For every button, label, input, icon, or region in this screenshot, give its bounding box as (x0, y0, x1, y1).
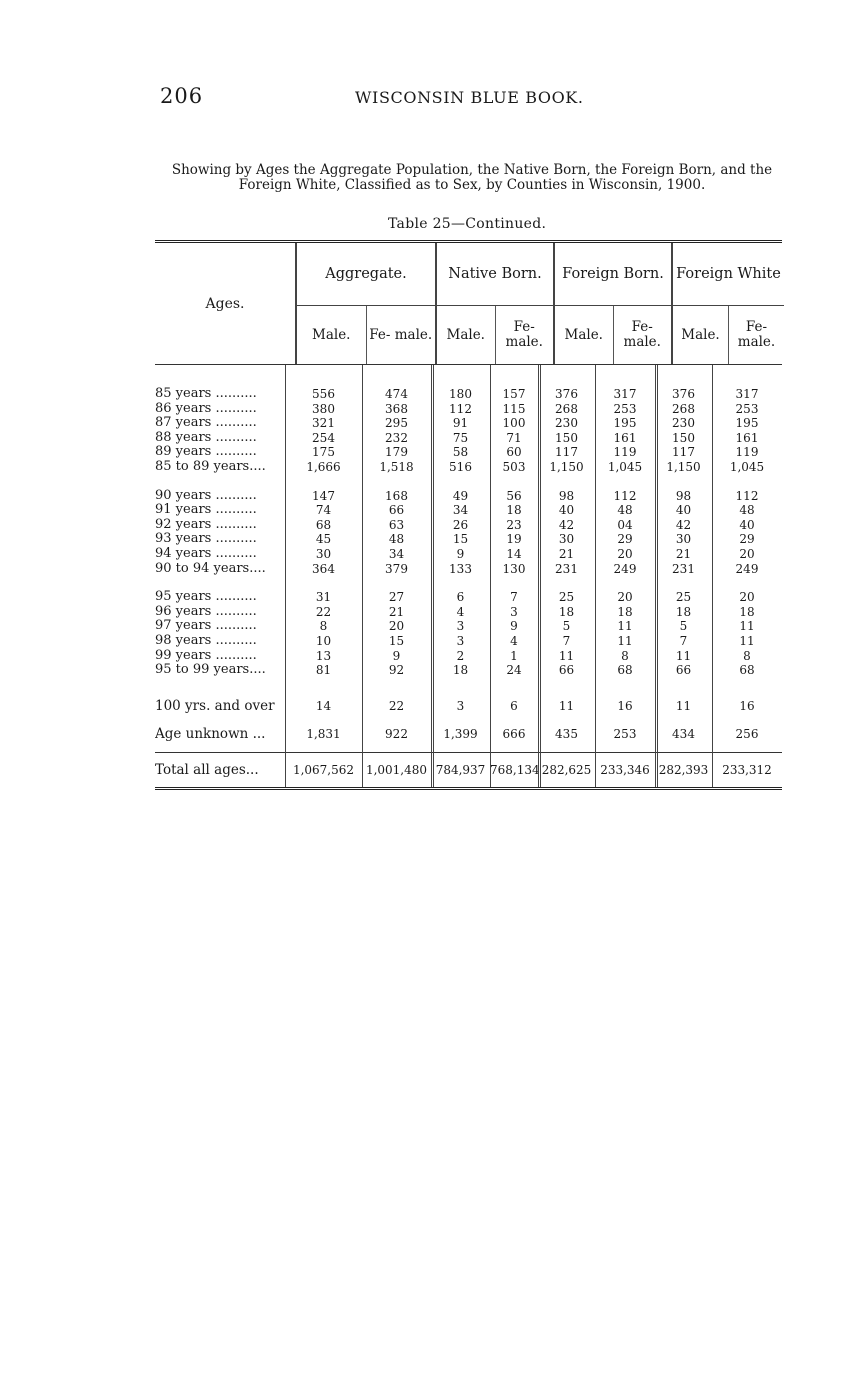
table-cell: 321 (312, 416, 335, 431)
table-cell: 376 (672, 387, 695, 401)
table-cell: 150 (672, 430, 695, 445)
table-cell: 179 (385, 445, 408, 460)
table-cell: 1,067,562 (292, 762, 355, 777)
table-cell: 5 (562, 619, 571, 634)
table-cell: 34 (452, 503, 469, 518)
row-label: 91 years .......... (155, 503, 257, 518)
male-header: Male. (564, 326, 603, 343)
table-cell: 180 (449, 387, 472, 401)
table-cell: 147 (312, 488, 335, 503)
table-cell: 40 (558, 503, 575, 518)
group-title: Foreign White (673, 243, 784, 306)
table-row (155, 489, 782, 504)
table-row (155, 720, 782, 748)
table-cell: 11 (675, 648, 692, 663)
table-cell: 18 (452, 663, 469, 678)
table-cell: 233,346 (600, 762, 650, 777)
table-row (155, 562, 782, 577)
table-cell: 249 (735, 561, 759, 576)
table-cell: 112 (613, 488, 637, 503)
table-cell: 98 (675, 488, 692, 503)
table-cell: 133 (449, 561, 472, 576)
table-row (155, 634, 782, 649)
table-cell: 3 (456, 619, 465, 634)
male-header: Male. (446, 326, 485, 343)
table-cell: 256 (735, 726, 759, 741)
table-cell: 768,134 (490, 762, 540, 777)
female-header: Fe- male. (728, 306, 784, 364)
row-label: 87 years .......... (155, 416, 257, 431)
male-header: Male. (681, 326, 720, 343)
table-cell: 4 (510, 633, 518, 648)
table-cell: 1,150 (666, 459, 701, 474)
table-cell: 30 (558, 532, 575, 547)
table-cell: 115 (502, 401, 526, 416)
table-cell: 11 (617, 633, 633, 648)
table-cell: 24 (506, 663, 522, 678)
table-cell: 30 (675, 532, 692, 547)
row-label: 98 years .......... (155, 633, 257, 648)
female-header: Fe- male. (495, 306, 554, 364)
table-cell: 31 (315, 590, 332, 605)
table-cell: 66 (558, 663, 575, 678)
group-title: Aggregate. (297, 243, 435, 306)
table-cell: 8 (319, 619, 328, 634)
table-row (155, 692, 782, 720)
table-cell: 13 (315, 648, 332, 663)
column-rule (712, 365, 713, 787)
row-label: 97 years .......... (155, 619, 257, 634)
table-cell: 29 (739, 532, 755, 547)
male-header: Male. (312, 326, 351, 343)
table-cell: 922 (385, 726, 408, 741)
column-rule (431, 365, 434, 787)
table-cell: 249 (613, 561, 637, 576)
table-cell: 16 (739, 698, 755, 713)
table-cell: 7 (679, 633, 688, 648)
table-cell: 8 (621, 648, 629, 663)
column-rule (538, 365, 541, 787)
table-cell: 42 (558, 517, 575, 532)
table-cell: 376 (555, 387, 578, 401)
group-native-born (435, 243, 553, 364)
table-cell: 1,518 (379, 459, 414, 474)
table-cell: 98 (558, 488, 575, 503)
table-cell: 16 (617, 698, 633, 713)
column-rule (595, 365, 596, 787)
table-cell: 45 (315, 532, 332, 547)
table-cell: 3 (510, 604, 518, 619)
table-cell: 2 (456, 648, 465, 663)
table-cell: 1,150 (549, 459, 584, 474)
table-cell: 117 (555, 445, 578, 460)
column-rule (285, 365, 286, 787)
table-cell: 22 (315, 604, 332, 619)
row-label: 96 years .......... (155, 604, 257, 619)
ages-header: Ages. (205, 295, 245, 312)
table-cell: 556 (312, 387, 335, 401)
table-cell: 20 (739, 590, 755, 605)
row-label: 94 years .......... (155, 546, 257, 561)
table-cell: 157 (502, 387, 526, 401)
table-cell: 18 (558, 604, 575, 619)
table-cell: 253 (735, 401, 759, 416)
table-cell: 30 (315, 546, 332, 561)
table-cell: 161 (735, 430, 759, 445)
table-row (155, 518, 782, 533)
table-cell: 40 (739, 517, 755, 532)
table-cell: 784,937 (435, 762, 486, 777)
table-cell: 18 (739, 604, 755, 619)
table-cell: 11 (617, 619, 633, 634)
table-cell: 9 (456, 546, 465, 561)
table-cell: 230 (555, 416, 578, 431)
table-cell: 380 (312, 401, 335, 416)
table-cell: 8 (743, 648, 751, 663)
table-cell: 112 (449, 401, 472, 416)
table-row (155, 460, 782, 475)
table-cell: 231 (555, 561, 578, 576)
running-head: WISCONSIN BLUE BOOK. (355, 88, 584, 107)
table-cell: 282,625 (541, 762, 592, 777)
table-cell: 119 (735, 445, 759, 460)
column-rule (490, 365, 491, 787)
table-cell: 7 (510, 590, 518, 605)
group-title: Foreign Born. (555, 243, 671, 306)
table-cell: 4 (456, 604, 465, 619)
table-cell: 253 (613, 726, 637, 741)
table-cell: 92 (388, 663, 405, 678)
table-cell: 434 (672, 726, 695, 741)
table-row (155, 663, 782, 678)
table-cell: 25 (675, 590, 692, 605)
table-cell: 56 (506, 488, 522, 503)
table-cell: 6 (510, 698, 518, 713)
table-cell: 474 (385, 387, 408, 401)
table-cell: 74 (315, 503, 332, 518)
table-cell: 49 (452, 488, 469, 503)
table-row (155, 387, 782, 402)
female-header: Fe- male. (613, 306, 672, 364)
table-cell: 130 (502, 561, 526, 576)
table-cell: 516 (449, 459, 472, 474)
table-row (155, 445, 782, 460)
row-label: 88 years .......... (155, 430, 257, 445)
table-cell: 14 (506, 546, 522, 561)
table-cell: 7 (562, 633, 571, 648)
table-cell: 63 (388, 517, 405, 532)
table-cell: 9 (510, 619, 518, 634)
group-foreign-born (553, 243, 671, 364)
table-cell: 48 (388, 532, 405, 547)
row-label: 100 yrs. and over (155, 697, 275, 714)
female-header: Fe- male. (366, 306, 436, 364)
table-cell: 18 (506, 503, 522, 518)
table-row (155, 590, 782, 605)
table-cell: 58 (452, 445, 469, 460)
table-cell: 11 (558, 698, 575, 713)
table-cell: 20 (617, 590, 633, 605)
table-cell: 161 (613, 430, 637, 445)
table-cell: 04 (617, 517, 633, 532)
table-cell: 9 (392, 648, 401, 663)
table-cell: 68 (739, 663, 755, 678)
table-cell: 66 (388, 503, 405, 518)
column-rule (362, 365, 363, 787)
table-cell: 26 (452, 517, 469, 532)
row-label: 85 to 89 years.... (155, 459, 266, 474)
group-title: Native Born. (437, 243, 553, 306)
table-cell: 18 (675, 604, 692, 619)
table-cell: 254 (312, 430, 335, 445)
table-label: Table 25—Continued. (388, 216, 547, 232)
table-cell: 112 (735, 488, 759, 503)
table-cell: 195 (613, 416, 637, 431)
table-cell: 10 (315, 633, 332, 648)
table-cell: 91 (452, 416, 469, 431)
row-label: Age unknown ... (155, 725, 266, 742)
table-cell: 268 (672, 401, 695, 416)
table-caption: Showing by Ages the Aggregate Population, the Native Born, the Foreign Born, and the Foreign White, Classified as to Sex, by Counties in Wisconsin, 1900. (171, 162, 773, 193)
table-cell: 60 (506, 445, 522, 460)
group-aggregate (295, 243, 435, 364)
table-row (155, 416, 782, 431)
row-gap (155, 475, 782, 489)
table-cell: 15 (452, 532, 469, 547)
table-cell: 21 (558, 546, 575, 561)
table-row (155, 619, 782, 634)
row-label: 95 years .......... (155, 590, 257, 605)
table-cell: 230 (672, 416, 695, 431)
table-cell: 379 (385, 561, 408, 576)
table-cell: 317 (735, 387, 759, 401)
row-gap (155, 678, 782, 692)
table-cell: 503 (502, 459, 526, 474)
row-label: 95 to 99 years.... (155, 663, 266, 678)
row-label: 86 years .......... (155, 401, 257, 416)
table-cell: 40 (675, 503, 692, 518)
row-label: 90 years .......... (155, 488, 257, 503)
table-cell: 27 (388, 590, 405, 605)
table-cell: 195 (735, 416, 759, 431)
row-label: 85 years .......... (155, 387, 257, 401)
table-cell: 20 (739, 546, 755, 561)
table-cell: 1,666 (306, 459, 341, 474)
table-cell: 368 (385, 401, 408, 416)
row-label: Total all ages... (155, 761, 259, 778)
table-cell: 11 (739, 619, 755, 634)
column-rule (655, 365, 658, 787)
table-row (155, 402, 782, 417)
row-label: 93 years .......... (155, 532, 257, 547)
table-cell: 19 (506, 532, 522, 547)
table-cell: 364 (312, 561, 335, 576)
table-cell: 25 (558, 590, 575, 605)
table-cell: 14 (315, 698, 332, 713)
table-cell: 42 (675, 517, 692, 532)
table-row (155, 605, 782, 620)
table-cell: 117 (672, 445, 695, 460)
table-cell: 150 (555, 430, 578, 445)
table-cell: 21 (675, 546, 692, 561)
table-cell: 3 (456, 633, 465, 648)
table-cell: 168 (385, 488, 408, 503)
page-number: 206 (160, 84, 204, 108)
table-cell: 1,399 (443, 726, 478, 741)
table-cell: 81 (315, 663, 332, 678)
table-cell: 48 (617, 503, 633, 518)
table-cell: 1,001,480 (365, 762, 428, 777)
table-cell: 5 (679, 619, 688, 634)
row-label: 89 years .......... (155, 445, 257, 460)
table-cell: 6 (456, 590, 465, 605)
table-cell: 15 (388, 633, 405, 648)
population-table (155, 240, 782, 790)
table-row (155, 649, 782, 664)
table-cell: 11 (675, 698, 692, 713)
table-cell: 68 (315, 517, 332, 532)
table-cell: 232 (385, 430, 408, 445)
table-cell: 11 (739, 633, 755, 648)
table-cell: 71 (506, 430, 522, 445)
table-cell: 20 (388, 619, 405, 634)
table-cell: 295 (385, 416, 408, 431)
table-header (155, 243, 782, 365)
row-gap (155, 576, 782, 590)
table-cell: 23 (506, 517, 522, 532)
table-cell: 20 (617, 546, 633, 561)
row-label: 99 years .......... (155, 648, 257, 663)
table-cell: 231 (672, 561, 695, 576)
table-cell: 435 (555, 726, 578, 741)
table-cell: 100 (502, 416, 526, 431)
table-cell: 1,831 (306, 726, 341, 741)
table-cell: 11 (558, 648, 575, 663)
table-row (155, 503, 782, 518)
table-cell: 29 (617, 532, 633, 547)
table-cell: 3 (456, 698, 465, 713)
table-cell: 666 (502, 726, 526, 741)
table-row (155, 431, 782, 446)
table-cell: 68 (617, 663, 633, 678)
row-label: 90 to 94 years.... (155, 561, 266, 576)
table-cell: 1 (510, 648, 518, 663)
table-cell: 48 (739, 503, 755, 518)
table-cell: 268 (555, 401, 578, 416)
table-cell: 22 (388, 698, 405, 713)
table-cell: 34 (388, 546, 405, 561)
table-cell: 233,312 (722, 762, 772, 777)
table-cell: 282,393 (658, 762, 709, 777)
table-cell: 75 (452, 430, 469, 445)
table-cell: 66 (675, 663, 692, 678)
table-row (155, 547, 782, 562)
table-cell: 119 (613, 445, 637, 460)
table-row (155, 752, 782, 787)
group-foreign-white (671, 243, 784, 364)
table-body (155, 365, 782, 787)
table-cell: 317 (613, 387, 637, 401)
table-cell: 21 (388, 604, 405, 619)
table-cell: 253 (613, 401, 637, 416)
table-cell: 1,045 (607, 459, 643, 474)
table-cell: 18 (617, 604, 633, 619)
table-cell: 175 (312, 445, 335, 460)
table-row (155, 532, 782, 547)
row-label: 92 years .......... (155, 517, 257, 532)
table-cell: 1,045 (729, 459, 765, 474)
